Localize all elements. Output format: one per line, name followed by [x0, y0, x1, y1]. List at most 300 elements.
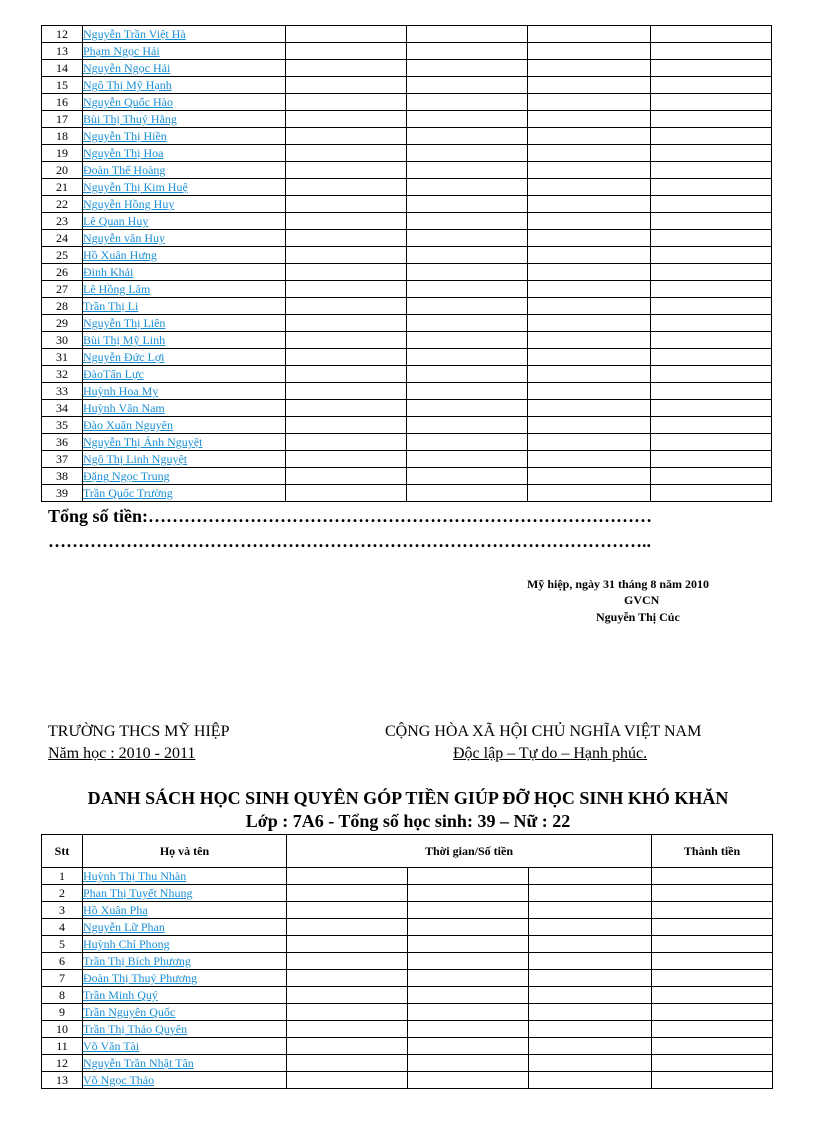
amount-cell [408, 970, 529, 987]
amount-cell [287, 868, 408, 885]
student-name-cell [83, 315, 286, 332]
student-name-cell [83, 298, 286, 315]
table-row [42, 60, 772, 77]
row-number: 3 [42, 902, 83, 919]
student-name-cell [83, 451, 286, 468]
amount-cell [651, 162, 772, 179]
row-number: 25 [42, 247, 83, 264]
amount-cell [651, 60, 772, 77]
amount-cell [652, 1038, 773, 1055]
student-name-cell [83, 26, 286, 43]
amount-cell [652, 1021, 773, 1038]
amount-cell [529, 936, 652, 953]
amount-cell [287, 1038, 408, 1055]
amount-cell [529, 1038, 652, 1055]
student-name: Nguyễn Lữ Phan [83, 920, 165, 934]
amount-cell [651, 315, 772, 332]
row-number: 20 [42, 162, 83, 179]
amount-cell [651, 332, 772, 349]
amount-cell [651, 366, 772, 383]
amount-cell [407, 281, 528, 298]
amount-cell [651, 468, 772, 485]
student-name-cell [83, 213, 286, 230]
amount-cell [286, 332, 407, 349]
table-row [42, 43, 772, 60]
amount-cell [651, 145, 772, 162]
student-name-cell [83, 987, 287, 1004]
student-name: Trần Thị Thảo Quyên [83, 1022, 188, 1036]
signature-role: GVCN [624, 593, 660, 607]
table-row [42, 902, 773, 919]
column-header-time-money: Thời gian/Số tiền [287, 835, 652, 868]
school-name: TRƯỜNG THCS MỸ HIỆP [48, 723, 230, 740]
student-name-cell [83, 145, 286, 162]
amount-cell [528, 43, 651, 60]
amount-cell [286, 349, 407, 366]
student-name: Nguyễn Quốc Hào [83, 95, 173, 109]
amount-cell [651, 128, 772, 145]
amount-cell [651, 281, 772, 298]
amount-cell [652, 1055, 773, 1072]
table-row [42, 868, 773, 885]
row-number: 32 [42, 366, 83, 383]
student-name: Ngô Thị Linh Nguyệt [83, 452, 188, 466]
student-name: Huỳnh Hoa My [83, 384, 159, 398]
amount-cell [651, 451, 772, 468]
table-row [42, 936, 773, 953]
student-name: Nguyễn Thị Kim Huệ [83, 180, 188, 194]
student-name: Nguyễn Thị Ánh Nguyệt [83, 435, 203, 449]
nation-title: CỘNG HÒA XÃ HỘI CHỦ NGHĨA VIỆT NAM [385, 723, 702, 740]
amount-cell [528, 315, 651, 332]
student-name: Nguyễn Hồng Huy [83, 197, 175, 211]
amount-cell [408, 987, 529, 1004]
row-number: 12 [42, 26, 83, 43]
amount-cell [286, 162, 407, 179]
table-row [42, 298, 772, 315]
table-row [42, 885, 773, 902]
amount-cell [528, 434, 651, 451]
amount-cell [286, 111, 407, 128]
student-name-cell [83, 417, 286, 434]
amount-cell [528, 468, 651, 485]
table-row [42, 1021, 773, 1038]
student-name-cell [83, 60, 286, 77]
row-number: 13 [42, 1072, 83, 1089]
school-year: Năm học : 2010 - 2011 [48, 745, 196, 762]
table-row [42, 247, 772, 264]
row-number: 33 [42, 383, 83, 400]
row-number: 18 [42, 128, 83, 145]
student-name-cell [83, 366, 286, 383]
amount-cell [529, 970, 652, 987]
student-name-cell [83, 179, 286, 196]
row-number: 10 [42, 1021, 83, 1038]
amount-cell [407, 468, 528, 485]
amount-cell [286, 145, 407, 162]
student-name-cell [83, 1021, 287, 1038]
student-name: Nguyễn Trần Nhật Tân [83, 1056, 194, 1070]
amount-cell [408, 919, 529, 936]
student-name: Phan Thị Tuyết Nhung [83, 886, 193, 900]
table-row [42, 919, 773, 936]
amount-cell [286, 281, 407, 298]
amount-cell [407, 60, 528, 77]
table-row [42, 434, 772, 451]
amount-cell [407, 264, 528, 281]
amount-cell [407, 162, 528, 179]
table-row [42, 230, 772, 247]
column-header-name: Họ và tên [83, 835, 287, 868]
row-number: 38 [42, 468, 83, 485]
amount-cell [528, 145, 651, 162]
row-number: 6 [42, 953, 83, 970]
amount-cell [286, 230, 407, 247]
amount-cell [528, 26, 651, 43]
amount-cell [652, 919, 773, 936]
student-name: Hồ Xuân Hưng [83, 248, 157, 262]
amount-cell [407, 332, 528, 349]
amount-cell [408, 1038, 529, 1055]
student-name: Trần Quốc Trường [83, 486, 173, 500]
amount-cell [286, 247, 407, 264]
table-row [42, 451, 772, 468]
nation-motto: Độc lập – Tự do – Hạnh phúc. [453, 745, 648, 762]
student-name-cell [83, 77, 286, 94]
amount-cell [286, 179, 407, 196]
student-name: Nguyễn Thị Liên [83, 316, 166, 330]
table-row [42, 953, 773, 970]
amount-cell [651, 77, 772, 94]
amount-cell [407, 485, 528, 502]
amount-cell [529, 1021, 652, 1038]
amount-cell [407, 349, 528, 366]
student-name: Huỳnh Thị Thu Nhàn [83, 869, 187, 883]
amount-cell [287, 1055, 408, 1072]
signature-name: Nguyễn Thị Cúc [596, 610, 680, 624]
row-number: 16 [42, 94, 83, 111]
amount-cell [529, 1072, 652, 1089]
student-name: Huỳnh Chí Phong [83, 937, 170, 951]
table-row [42, 1004, 773, 1021]
student-name-cell [83, 953, 287, 970]
amount-cell [528, 485, 651, 502]
table-row [42, 366, 772, 383]
amount-cell [651, 94, 772, 111]
table-row [42, 94, 772, 111]
amount-cell [528, 298, 651, 315]
student-name-cell [83, 1055, 287, 1072]
amount-cell [528, 94, 651, 111]
student-name-cell [83, 434, 286, 451]
row-number: 29 [42, 315, 83, 332]
amount-cell [408, 953, 529, 970]
table-header-row [42, 835, 773, 868]
amount-cell [286, 264, 407, 281]
row-number: 28 [42, 298, 83, 315]
amount-cell [528, 383, 651, 400]
amount-cell [651, 434, 772, 451]
student-table-continued [41, 25, 772, 502]
amount-cell [651, 264, 772, 281]
amount-cell [287, 936, 408, 953]
amount-cell [652, 1004, 773, 1021]
row-number: 13 [42, 43, 83, 60]
document-title: DANH SÁCH HỌC SINH QUYÊN GÓP TIỀN GIÚP ĐỠ HỌC SINH KHÓ KHĂN [87, 788, 729, 808]
amount-cell [528, 230, 651, 247]
student-name-cell [83, 332, 286, 349]
row-number: 37 [42, 451, 83, 468]
amount-cell [528, 417, 651, 434]
row-number: 4 [42, 919, 83, 936]
amount-cell [528, 111, 651, 128]
amount-cell [408, 902, 529, 919]
amount-cell [652, 936, 773, 953]
amount-cell [651, 230, 772, 247]
amount-cell [407, 247, 528, 264]
total-amount-dotted-line: ……………………………………………………………………………………….. [48, 531, 651, 551]
row-number: 2 [42, 885, 83, 902]
row-number: 17 [42, 111, 83, 128]
amount-cell [407, 196, 528, 213]
amount-cell [407, 400, 528, 417]
student-name-cell [83, 1004, 287, 1021]
amount-cell [286, 400, 407, 417]
amount-cell [651, 247, 772, 264]
row-number: 7 [42, 970, 83, 987]
student-name: Võ Văn Tài [83, 1039, 140, 1053]
table-row [42, 315, 772, 332]
row-number: 8 [42, 987, 83, 1004]
amount-cell [529, 953, 652, 970]
student-name: Bùi Thị Mỹ Linh [83, 333, 166, 347]
table-row [42, 1072, 773, 1089]
amount-cell [286, 196, 407, 213]
amount-cell [407, 417, 528, 434]
row-number: 22 [42, 196, 83, 213]
student-name-cell [83, 111, 286, 128]
amount-cell [407, 145, 528, 162]
amount-cell [286, 77, 407, 94]
amount-cell [651, 349, 772, 366]
student-name: Trần Nguyên Quốc [83, 1005, 176, 1019]
student-name: Nguyễn văn Huy [83, 231, 165, 245]
student-name: Võ Ngọc Thảo [83, 1073, 155, 1087]
amount-cell [652, 970, 773, 987]
row-number: 30 [42, 332, 83, 349]
amount-cell [287, 953, 408, 970]
amount-cell [652, 953, 773, 970]
amount-cell [528, 60, 651, 77]
amount-cell [286, 315, 407, 332]
row-number: 15 [42, 77, 83, 94]
amount-cell [407, 94, 528, 111]
amount-cell [528, 400, 651, 417]
student-table [41, 834, 773, 1089]
amount-cell [287, 919, 408, 936]
amount-cell [407, 366, 528, 383]
table-row [42, 332, 772, 349]
table-row [42, 77, 772, 94]
class-summary: Lớp : 7A6 - Tổng số học sinh: 39 – Nữ : 22 [245, 811, 571, 831]
amount-cell [651, 213, 772, 230]
amount-cell [287, 1004, 408, 1021]
amount-cell [407, 383, 528, 400]
amount-cell [286, 213, 407, 230]
amount-cell [287, 987, 408, 1004]
amount-cell [652, 902, 773, 919]
amount-cell [407, 128, 528, 145]
table-row [42, 281, 772, 298]
amount-cell [651, 400, 772, 417]
row-number: 27 [42, 281, 83, 298]
amount-cell [408, 1072, 529, 1089]
student-name: Nguyễn Thị Hoa [83, 146, 164, 160]
table-row [42, 264, 772, 281]
amount-cell [286, 60, 407, 77]
student-name: Hồ Xuân Pha [83, 903, 148, 917]
student-name: Trần Minh Quý [83, 988, 158, 1002]
student-name-cell [83, 349, 286, 366]
row-number: 12 [42, 1055, 83, 1072]
amount-cell [286, 468, 407, 485]
student-name-cell [83, 196, 286, 213]
student-name: Ngô Thị Mỹ Hạnh [83, 78, 172, 92]
amount-cell [287, 1072, 408, 1089]
amount-cell [529, 1004, 652, 1021]
student-name: Nguyễn Ngọc Hải [83, 61, 171, 75]
amount-cell [408, 885, 529, 902]
amount-cell [408, 936, 529, 953]
table-row [42, 349, 772, 366]
student-name-cell [83, 162, 286, 179]
student-table-body [42, 868, 773, 1089]
amount-cell [652, 885, 773, 902]
row-number: 1 [42, 868, 83, 885]
student-name-cell [83, 1072, 287, 1089]
amount-cell [529, 987, 652, 1004]
amount-cell [287, 970, 408, 987]
student-name-cell [83, 247, 286, 264]
amount-cell [528, 162, 651, 179]
amount-cell [652, 987, 773, 1004]
amount-cell [286, 417, 407, 434]
amount-cell [528, 349, 651, 366]
table-row [42, 987, 773, 1004]
row-number: 21 [42, 179, 83, 196]
student-name: Đặng Ngọc Trung [83, 469, 170, 483]
amount-cell [651, 298, 772, 315]
amount-cell [528, 264, 651, 281]
row-number: 24 [42, 230, 83, 247]
row-number: 39 [42, 485, 83, 502]
amount-cell [651, 383, 772, 400]
amount-cell [651, 179, 772, 196]
amount-cell [528, 196, 651, 213]
student-name: Nguyễn Thị Hiền [83, 129, 167, 143]
table-row [42, 383, 772, 400]
student-name-cell [83, 1038, 287, 1055]
student-name-cell [83, 885, 287, 902]
student-name: Trần Thị Li [83, 299, 139, 313]
amount-cell [528, 213, 651, 230]
amount-cell [651, 111, 772, 128]
row-number: 23 [42, 213, 83, 230]
column-header-total: Thành tiền [652, 835, 773, 868]
column-header-stt: Stt [42, 835, 83, 868]
student-name: Nguyễn Đức Lợi [83, 350, 165, 364]
student-table-body [42, 26, 772, 502]
amount-cell [651, 43, 772, 60]
student-name: Đinh Khải [83, 265, 134, 279]
student-name-cell [83, 936, 287, 953]
row-number: 26 [42, 264, 83, 281]
student-name-cell [83, 468, 286, 485]
amount-cell [528, 247, 651, 264]
table-row [42, 128, 772, 145]
amount-cell [286, 26, 407, 43]
amount-cell [408, 868, 529, 885]
amount-cell [286, 94, 407, 111]
student-name: Huỳnh Văn Nam [83, 401, 165, 415]
row-number: 5 [42, 936, 83, 953]
row-number: 11 [42, 1038, 83, 1055]
amount-cell [651, 196, 772, 213]
amount-cell [287, 1021, 408, 1038]
table-row [42, 400, 772, 417]
amount-cell [528, 332, 651, 349]
table-row [42, 26, 772, 43]
table-row [42, 1055, 773, 1072]
table-row [42, 468, 772, 485]
student-name: Trần Thị Bích Phương [83, 954, 191, 968]
table-row [42, 485, 772, 502]
amount-cell [651, 26, 772, 43]
amount-cell [528, 128, 651, 145]
amount-cell [286, 43, 407, 60]
amount-cell [407, 230, 528, 247]
student-name-cell [83, 902, 287, 919]
amount-cell [529, 919, 652, 936]
student-name: Bùi Thị Thuý Hằng [83, 112, 177, 126]
amount-cell [407, 298, 528, 315]
amount-cell [408, 1004, 529, 1021]
student-name-cell [83, 919, 287, 936]
table-row [42, 162, 772, 179]
table-row [42, 196, 772, 213]
table-row [42, 1038, 773, 1055]
amount-cell [407, 111, 528, 128]
amount-cell [286, 451, 407, 468]
student-name: Nguyễn Trần Việt Hà [83, 27, 186, 41]
student-name-cell [83, 281, 286, 298]
amount-cell [408, 1021, 529, 1038]
amount-cell [528, 451, 651, 468]
row-number: 19 [42, 145, 83, 162]
row-number: 36 [42, 434, 83, 451]
amount-cell [529, 902, 652, 919]
student-name: Đoàn Thế Hoàng [83, 163, 166, 177]
amount-cell [286, 434, 407, 451]
row-number: 9 [42, 1004, 83, 1021]
student-name: Lê Hồng Lâm [83, 282, 151, 296]
amount-cell [528, 281, 651, 298]
amount-cell [286, 383, 407, 400]
student-name: Phạm Ngọc Hải [83, 44, 160, 58]
amount-cell [286, 128, 407, 145]
student-name: Đào Xuân Nguyên [83, 418, 173, 432]
amount-cell [529, 868, 652, 885]
